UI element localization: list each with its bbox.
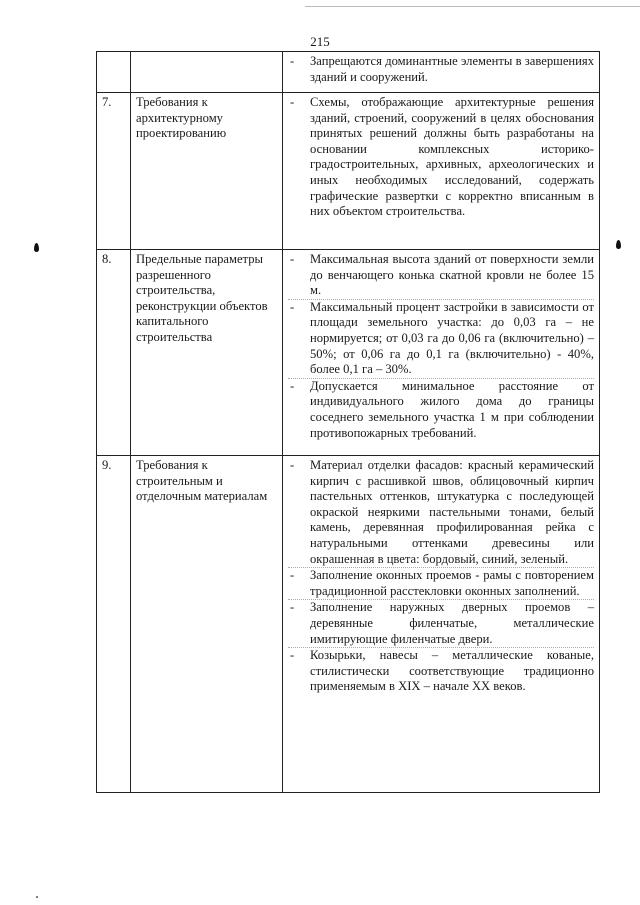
- list-item: - Максимальный процент застройки в зависимости от площади земельного участка: до 0,03 га – не нормируется; от 0,03 га до 0,06 га (включительно) – 50%; от 0,06 га до 0,1 га (включительно) - 40%, более 0,1 га – 30%.: [288, 299, 594, 378]
- row-number: 7.: [97, 93, 131, 250]
- row-title: Требования к архитектурному проектированию: [131, 93, 283, 250]
- scan-speck: [36, 896, 38, 898]
- binding-hole-mark-left: [34, 243, 39, 252]
- list-item: - Схемы, отображающие архитектурные решения зданий, строений, сооружений в целях обоснования принятых решений должны быть разработаны на основании комплексных историко-градостроительных, архивных, археологических и иных необходимых исследований, содержать графические развертки с корректно вписанным в них объектом строительства.: [288, 95, 594, 220]
- row-number: 8.: [97, 250, 131, 456]
- list-item: - Допускается минимальное расстояние от индивидуального жилого дома до границы соседнего земельного участка 1 м при соблюдении противопожарных требований.: [288, 378, 594, 441]
- bullet-list: [288, 458, 594, 695]
- list-item: - Запрещаются доминантные элементы в завершениях зданий и сооружений.: [288, 54, 594, 85]
- table-row: [97, 93, 600, 250]
- bullet-list: [288, 95, 594, 220]
- bullet-list: [288, 252, 594, 441]
- list-item: - Заполнение оконных проемов - рамы с повторением традиционной расстекловки оконных заполнений.: [288, 567, 594, 599]
- list-item: - Материал отделки фасадов: красный керамический кирпич с расшивкой швов, облицовочный кирпич пастельных оттенков, штукатурка с последующей окраской неяркими пастельными тонами, белый камень, деревянная профилированная рейка с натуральными оттенками древесины или окрашенная в цвета: бордовый, синий, зеленый.: [288, 458, 594, 567]
- row-content: [283, 93, 600, 250]
- table-row: [97, 250, 600, 456]
- bullet-list: [288, 54, 594, 85]
- scan-edge-line: [305, 6, 640, 7]
- row-title: Предельные параметры разрешенного строительства, реконструкции объектов капитального строительства: [131, 250, 283, 456]
- row-title: Требования к строительным и отделочным материалам: [131, 456, 283, 793]
- requirements-table: [96, 51, 600, 793]
- row-number: [97, 52, 131, 93]
- row-content: [283, 250, 600, 456]
- list-item: - Козырьки, навесы – металлические кованые, стилистически соответствующие традиционно применяемым в XIX – начале XX веков.: [288, 647, 594, 695]
- page-number: 215: [310, 34, 330, 49]
- list-item: - Заполнение наружных дверных проемов – деревянные филенчатые, металлические имитирующие филенчатые двери.: [288, 599, 594, 647]
- row-number: 9.: [97, 456, 131, 793]
- table-row: [97, 52, 600, 93]
- row-title: [131, 52, 283, 93]
- row-content: [283, 52, 600, 93]
- list-item: - Максимальная высота зданий от поверхности земли до венчающего конька скатной кровли не более 15 м.: [288, 252, 594, 299]
- table-row: [97, 456, 600, 793]
- row-content: [283, 456, 600, 793]
- binding-hole-mark-right: [616, 240, 621, 249]
